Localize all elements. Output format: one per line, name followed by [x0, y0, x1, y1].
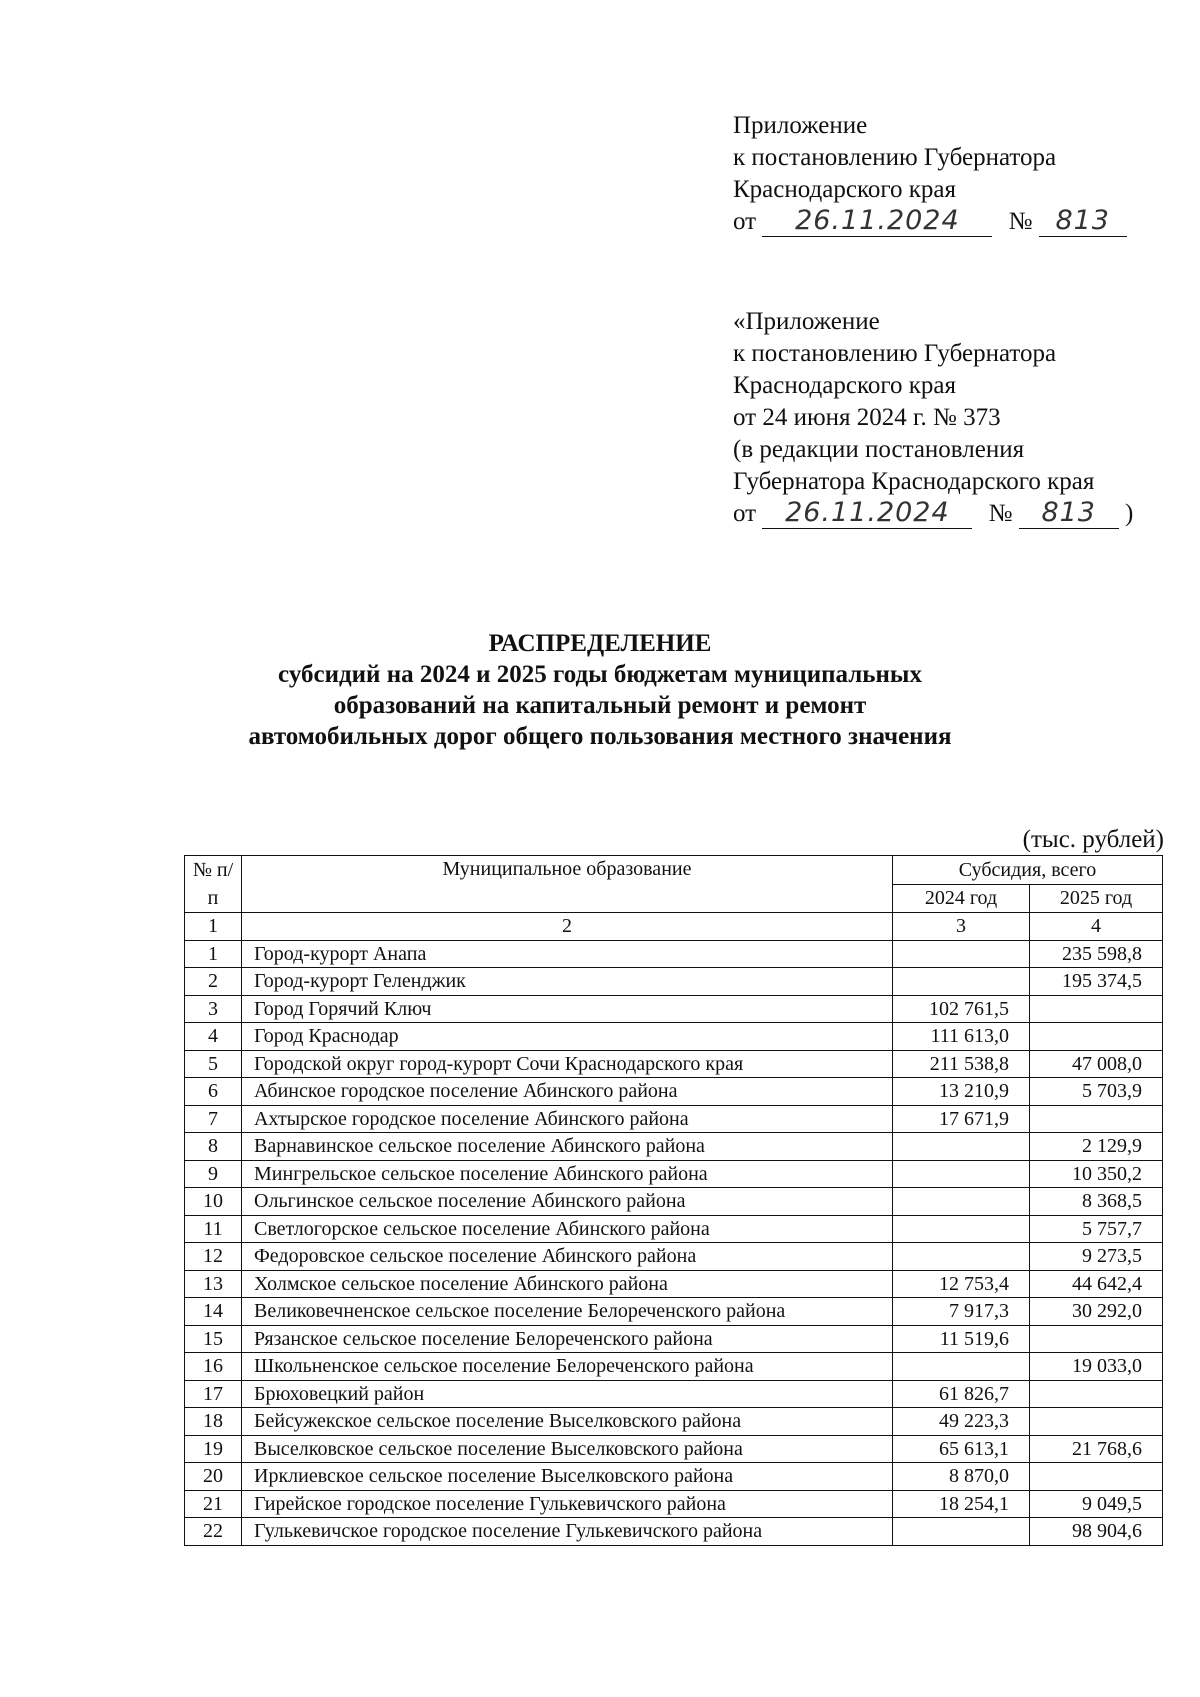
subsidy-2024-cell: 7 917,3	[893, 1298, 1030, 1326]
table-row	[185, 1325, 1163, 1353]
previous-appendix-header	[733, 306, 1133, 530]
subsidy-2025-cell	[1030, 1380, 1163, 1408]
row-number-cell: 5	[185, 1050, 242, 1078]
column-header-municipality: Муниципальное образование	[242, 856, 893, 913]
subsidy-2024-cell	[893, 1188, 1030, 1216]
title-line-1: РАСПРЕДЕЛЕНИЕ	[488, 630, 712, 657]
table-row	[185, 1380, 1163, 1408]
appendix-header	[733, 110, 1127, 238]
subsidy-2025-cell	[1030, 1463, 1163, 1491]
table-row	[185, 1215, 1163, 1243]
row-number-cell: 1	[185, 940, 242, 968]
municipality-name-cell: Великовечненское сельское поселение Белореченского района	[242, 1298, 893, 1326]
table-row	[185, 1270, 1163, 1298]
subsidy-2024-cell: 111 613,0	[893, 1023, 1030, 1051]
subsidy-2025-cell: 21 768,6	[1030, 1435, 1163, 1463]
subsidy-2024-cell	[893, 1353, 1030, 1381]
subsidy-2025-cell	[1030, 1105, 1163, 1133]
previous-line-2: к постановлению Губернатора	[733, 340, 1057, 367]
table-row	[185, 1408, 1163, 1436]
municipality-name-cell: Светлогорское сельское поселение Абинского района	[242, 1215, 893, 1243]
table-row	[185, 1133, 1163, 1161]
subsidy-2025-cell	[1030, 995, 1163, 1023]
municipality-name-cell: Ахтырское городское поселение Абинского района	[242, 1105, 893, 1133]
table-row	[185, 1435, 1163, 1463]
previous-line-6: Губернатора Краснодарского края	[733, 468, 1095, 495]
table-row	[185, 940, 1163, 968]
row-number-cell: 2	[185, 968, 242, 996]
row-number-cell: 16	[185, 1353, 242, 1381]
subsidy-2024-cell	[893, 968, 1030, 996]
table-row	[185, 1078, 1163, 1106]
subsidy-2025-cell: 235 598,8	[1030, 940, 1163, 968]
table-row	[185, 995, 1163, 1023]
subsidy-2025-cell	[1030, 1023, 1163, 1051]
number-label: №	[1008, 208, 1033, 235]
municipality-name-cell: Рязанское сельское поселение Белореченского района	[242, 1325, 893, 1353]
previous-line-4: от 24 июня 2024 г. № 373	[733, 404, 1001, 431]
municipality-name-cell: Варнавинское сельское поселение Абинского района	[242, 1133, 893, 1161]
subsidy-2024-cell: 8 870,0	[893, 1463, 1030, 1491]
table-row	[185, 1243, 1163, 1271]
municipality-name-cell: Холмское сельское поселение Абинского района	[242, 1270, 893, 1298]
row-number-cell: 8	[185, 1133, 242, 1161]
municipality-name-cell: Город Горячий Ключ	[242, 995, 893, 1023]
table-row	[185, 1105, 1163, 1133]
subsidy-2024-cell: 102 761,5	[893, 995, 1030, 1023]
subsidy-2024-cell: 65 613,1	[893, 1435, 1030, 1463]
table-row	[185, 1160, 1163, 1188]
row-number-cell: 6	[185, 1078, 242, 1106]
subsidy-2025-cell	[1030, 1408, 1163, 1436]
appendix-date-line	[733, 206, 1127, 238]
subsidy-2024-cell: 18 254,1	[893, 1490, 1030, 1518]
row-number-cell: 9	[185, 1160, 242, 1188]
subsidy-2025-cell: 9 049,5	[1030, 1490, 1163, 1518]
subsidy-2024-cell: 17 671,9	[893, 1105, 1030, 1133]
subsidy-2025-cell: 195 374,5	[1030, 968, 1163, 996]
subsidy-2024-cell: 49 223,3	[893, 1408, 1030, 1436]
subsidy-2025-cell: 98 904,6	[1030, 1518, 1163, 1546]
row-number-cell: 22	[185, 1518, 242, 1546]
subsidy-2024-cell: 211 538,8	[893, 1050, 1030, 1078]
date-prefix: от	[733, 500, 757, 527]
index-cell: 3	[893, 913, 1030, 941]
units-label: (тыс. рублей)	[1022, 826, 1164, 853]
row-number-cell: 14	[185, 1298, 242, 1326]
appendix-line-2: к постановлению Губернатора	[733, 144, 1057, 171]
handwritten-date: 26.11.2024	[762, 206, 992, 237]
municipality-name-cell: Город-курорт Геленджик	[242, 968, 893, 996]
row-number-cell: 17	[185, 1380, 242, 1408]
subsidy-2024-cell	[893, 1215, 1030, 1243]
subsidy-2024-cell	[893, 1518, 1030, 1546]
handwritten-date: 26.11.2024	[762, 498, 972, 529]
previous-line-1: «Приложение	[733, 308, 880, 335]
number-label: №	[988, 500, 1013, 527]
column-header-2025: 2025 год	[1030, 884, 1163, 913]
title-line-2: субсидий на 2024 и 2025 годы бюджетам муниципальных	[278, 661, 922, 688]
row-number-cell: 19	[185, 1435, 242, 1463]
subsidy-table	[184, 855, 1163, 1546]
row-number-cell: 11	[185, 1215, 242, 1243]
title-line-4: автомобильных дорог общего пользования местного значения	[248, 723, 952, 750]
municipality-name-cell: Гирейское городское поселение Гулькевичского района	[242, 1490, 893, 1518]
subsidy-2025-cell: 19 033,0	[1030, 1353, 1163, 1381]
row-number-cell: 13	[185, 1270, 242, 1298]
subsidy-2024-cell	[893, 1243, 1030, 1271]
subsidy-2024-cell: 12 753,4	[893, 1270, 1030, 1298]
subsidy-2024-cell: 61 826,7	[893, 1380, 1030, 1408]
column-header-subsidy-total: Субсидия, всего	[893, 856, 1163, 885]
index-cell: 1	[185, 913, 242, 941]
handwritten-number: 813	[1019, 498, 1119, 529]
appendix-line-1: Приложение	[733, 112, 868, 139]
table-row	[185, 1050, 1163, 1078]
title-line-3: образований на капитальный ремонт и ремонт	[333, 692, 867, 719]
table-row	[185, 1023, 1163, 1051]
subsidy-2025-cell: 8 368,5	[1030, 1188, 1163, 1216]
municipality-name-cell: Бейсужекское сельское поселение Выселковского района	[242, 1408, 893, 1436]
table-row	[185, 1188, 1163, 1216]
table-row	[185, 1353, 1163, 1381]
row-number-cell: 12	[185, 1243, 242, 1271]
row-number-cell: 7	[185, 1105, 242, 1133]
subsidy-2024-cell	[893, 940, 1030, 968]
previous-date-line	[733, 498, 1133, 530]
row-number-cell: 10	[185, 1188, 242, 1216]
subsidy-2025-cell: 30 292,0	[1030, 1298, 1163, 1326]
subsidy-2024-cell	[893, 1133, 1030, 1161]
table-body	[185, 940, 1163, 1545]
index-cell: 4	[1030, 913, 1163, 941]
handwritten-number: 813	[1039, 206, 1127, 237]
row-number-cell: 20	[185, 1463, 242, 1491]
table-row	[185, 1463, 1163, 1491]
subsidy-2024-cell	[893, 1160, 1030, 1188]
subsidy-2025-cell: 5 703,9	[1030, 1078, 1163, 1106]
subsidy-2024-cell: 11 519,6	[893, 1325, 1030, 1353]
municipality-name-cell: Федоровское сельское поселение Абинского района	[242, 1243, 893, 1271]
subsidy-2025-cell: 44 642,4	[1030, 1270, 1163, 1298]
row-number-cell: 18	[185, 1408, 242, 1436]
row-number-cell: 15	[185, 1325, 242, 1353]
document-title	[0, 628, 1200, 752]
municipality-name-cell: Гулькевичское городское поселение Гулькевичского района	[242, 1518, 893, 1546]
previous-line-3: Краснодарского края	[733, 372, 956, 399]
municipality-name-cell: Ирклиевское сельское поселение Выселковского района	[242, 1463, 893, 1491]
closing-parenthesis: )	[1124, 500, 1134, 527]
table-row	[185, 968, 1163, 996]
appendix-line-3: Краснодарского края	[733, 176, 956, 203]
subsidy-2025-cell: 10 350,2	[1030, 1160, 1163, 1188]
municipality-name-cell: Выселковское сельское поселение Выселковского района	[242, 1435, 893, 1463]
municipality-name-cell: Абинское городское поселение Абинского района	[242, 1078, 893, 1106]
municipality-name-cell: Ольгинское сельское поселение Абинского района	[242, 1188, 893, 1216]
subsidy-2025-cell: 2 129,9	[1030, 1133, 1163, 1161]
column-header-2024: 2024 год	[893, 884, 1030, 913]
column-index-row	[185, 913, 1163, 941]
row-number-cell: 21	[185, 1490, 242, 1518]
column-header-number: № п/п	[185, 856, 242, 913]
municipality-name-cell: Школьненское сельское поселение Белореченского района	[242, 1353, 893, 1381]
municipality-name-cell: Город Краснодар	[242, 1023, 893, 1051]
municipality-name-cell: Городской округ город-курорт Сочи Краснодарского края	[242, 1050, 893, 1078]
table-row	[185, 1518, 1163, 1546]
municipality-name-cell: Брюховецкий район	[242, 1380, 893, 1408]
date-prefix: от	[733, 208, 757, 235]
table-row	[185, 1490, 1163, 1518]
subsidy-2025-cell	[1030, 1325, 1163, 1353]
subsidy-2024-cell: 13 210,9	[893, 1078, 1030, 1106]
municipality-name-cell: Мингрельское сельское поселение Абинского района	[242, 1160, 893, 1188]
subsidy-2025-cell: 9 273,5	[1030, 1243, 1163, 1271]
previous-line-5: (в редакции постановления	[733, 436, 1025, 463]
table-row	[185, 1298, 1163, 1326]
subsidy-2025-cell: 5 757,7	[1030, 1215, 1163, 1243]
index-cell: 2	[242, 913, 893, 941]
subsidy-2025-cell: 47 008,0	[1030, 1050, 1163, 1078]
row-number-cell: 3	[185, 995, 242, 1023]
row-number-cell: 4	[185, 1023, 242, 1051]
municipality-name-cell: Город-курорт Анапа	[242, 940, 893, 968]
